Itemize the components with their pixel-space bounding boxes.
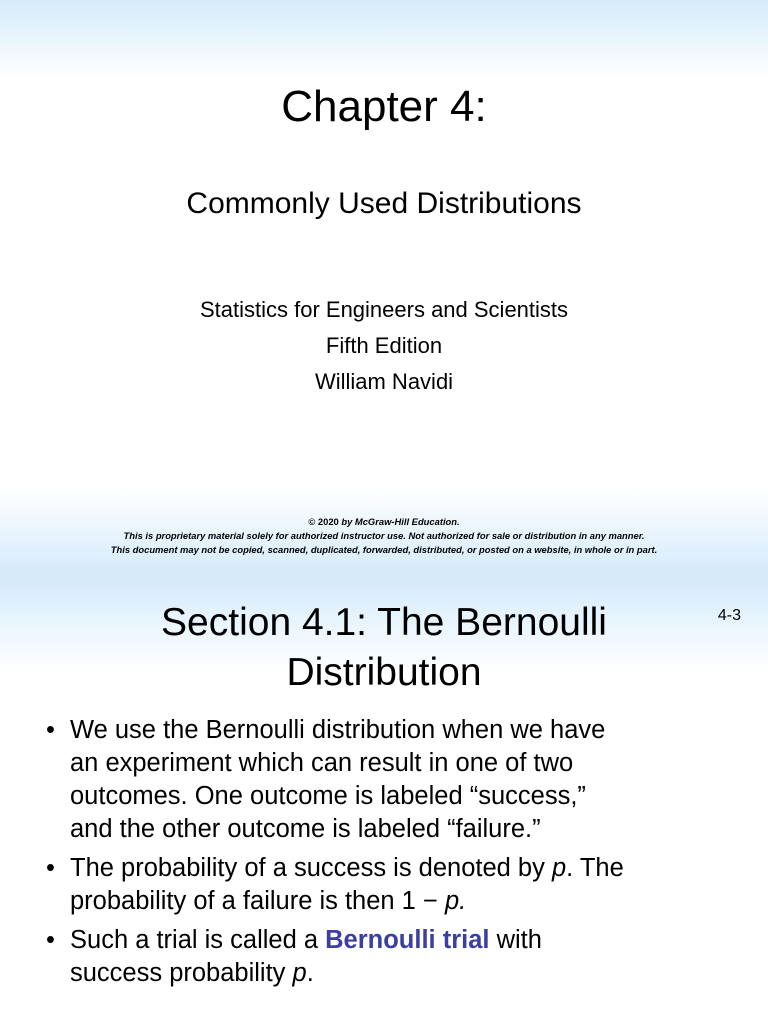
bullet-text — [0, 924, 768, 990]
bullet-dot-icon: • — [46, 926, 55, 954]
book-info — [0, 292, 768, 400]
book-edition: Fifth Edition — [325, 333, 443, 358]
text-run: success probability — [70, 959, 293, 987]
copyright-line-2: This is proprietary material solely for authorized instructor use. Not authorized for sale or distribution in any manner. — [123, 530, 645, 541]
copyright-holder: by McGraw-Hill Education. — [341, 516, 460, 527]
book-title: Statistics for Engineers and Scientists — [199, 297, 569, 322]
text-run: probability of a failure is then 1 − — [70, 887, 445, 915]
bullet-list — [0, 714, 768, 996]
bullet-line: We use the Bernoulli distribution when we have — [70, 716, 606, 744]
bullet-dot-icon: • — [46, 716, 55, 744]
variable-p: p — [292, 959, 307, 987]
bullet-item-probability — [0, 852, 768, 918]
slide-number: 4-3 — [717, 607, 741, 624]
chapter-title: Chapter 4: — [281, 82, 487, 131]
section-title — [0, 598, 768, 698]
text-run: . The — [566, 854, 624, 882]
copyright-line-1 — [0, 515, 768, 529]
copyright-year: © 2020 — [308, 516, 342, 527]
bullet-text — [0, 714, 768, 846]
bullet-item-bernoulli-trial — [0, 924, 768, 990]
chapter-subtitle: Commonly Used Distributions — [186, 187, 582, 220]
text-run: . — [306, 959, 314, 987]
key-term: Bernoulli trial — [325, 926, 490, 954]
bullet-line — [70, 852, 768, 885]
section-title-line-2: Distribution — [286, 651, 482, 694]
bullet-text — [0, 852, 768, 918]
text-run: The probability of a success is denoted by — [70, 854, 552, 882]
bullet-line — [70, 924, 768, 957]
book-author: William Navidi — [314, 369, 454, 394]
variable-p: p — [551, 854, 567, 882]
text-run: with — [489, 926, 542, 954]
bullet-line — [70, 885, 768, 918]
bullet-line: an experiment which can result in one of two — [70, 749, 574, 777]
section-title-line-1: Section 4.1: The Bernoulli — [161, 601, 607, 644]
bullet-dot-icon: • — [46, 854, 55, 882]
bullet-line: and the other outcome is labeled “failure.” — [70, 815, 541, 843]
copyright-notice — [0, 515, 768, 557]
text-run: Such a trial is called a — [70, 926, 326, 954]
bullet-line: outcomes. One outcome is labeled “success,” — [70, 782, 586, 810]
bullet-line — [70, 957, 768, 990]
bullet-item-bernoulli-usage — [0, 714, 768, 846]
content-slide — [0, 576, 768, 1024]
copyright-line-3: This document may not be copied, scanned, duplicated, forwarded, distributed, or posted on a website, in whole or in part. — [110, 544, 658, 555]
variable-p: p. — [444, 887, 467, 915]
